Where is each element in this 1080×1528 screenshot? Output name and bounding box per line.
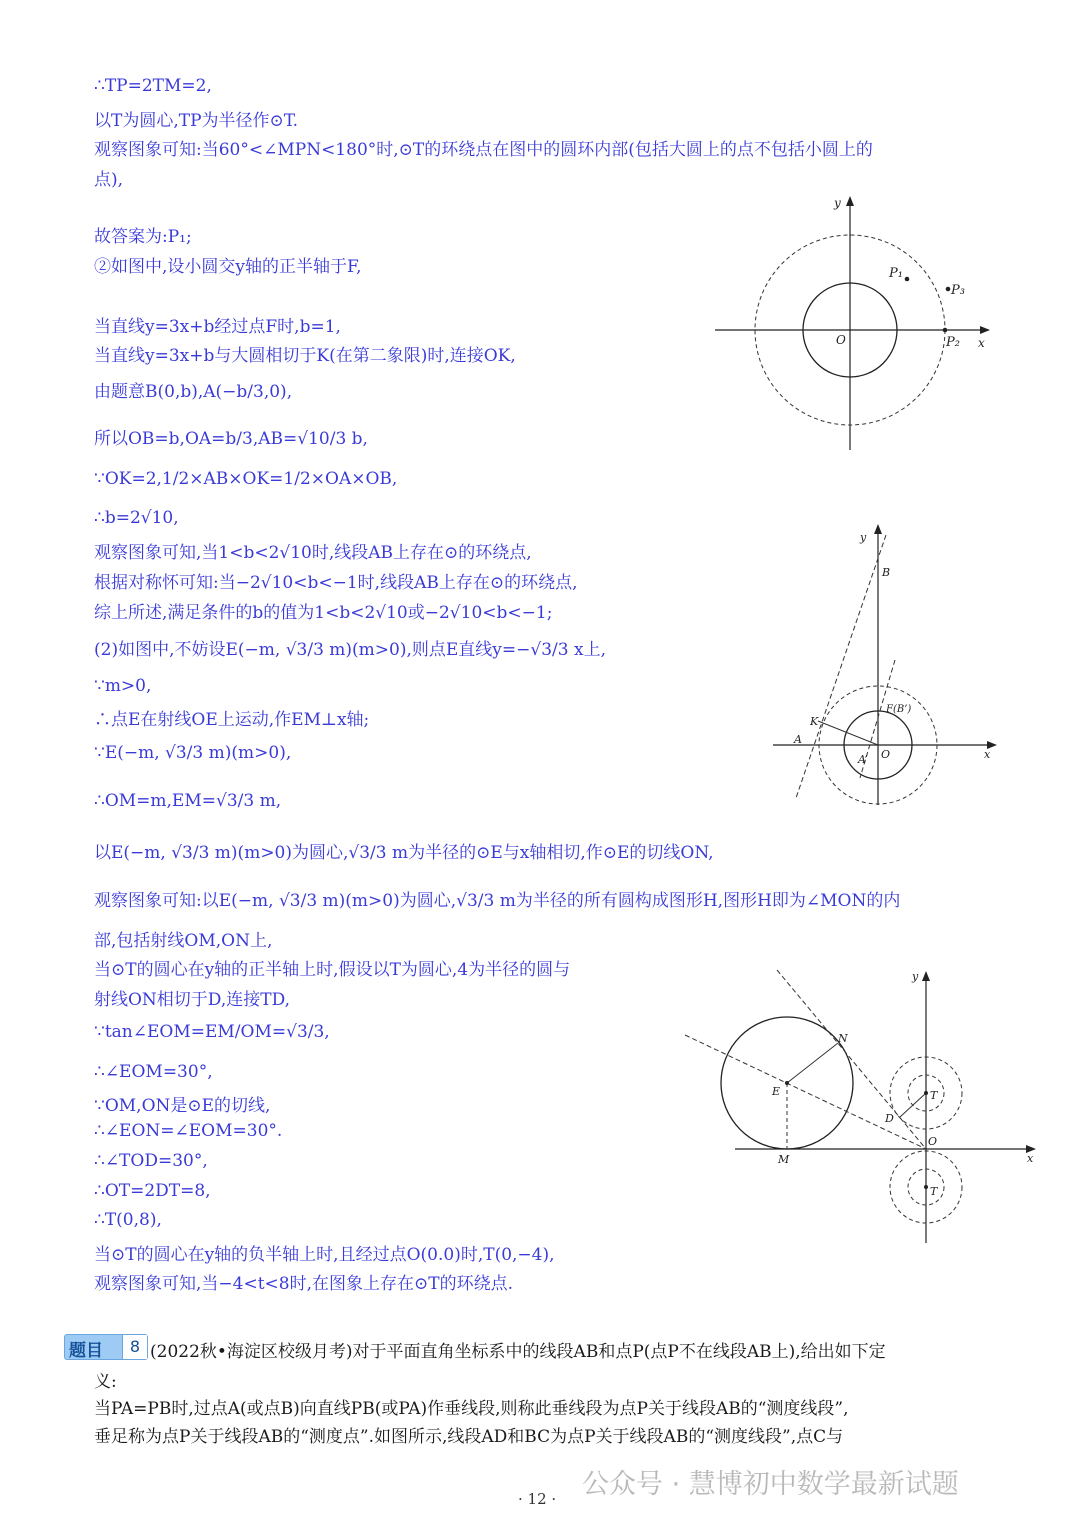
- solution-line: 综上所述,满足条件的b的值为1<b<2√10或−2√10<b<−1;: [94, 603, 553, 623]
- x-label: x: [1027, 1152, 1034, 1165]
- solution-line: 由题意B(0,b),A(−b/3,0),: [94, 382, 293, 402]
- b-label: B: [882, 566, 891, 579]
- solution-line: 观察图象可知:以E(−m, √3/3 m)(m>0)为圆心,√3/3 m为半径的所有圆构成图形H,图形H即为∠MON的内: [94, 891, 901, 911]
- solution-line: ∴点E在射线OE上运动,作EM⊥x轴;: [94, 710, 370, 730]
- x-label: x: [978, 336, 985, 350]
- point-e: [785, 1081, 789, 1085]
- p3-label: P₃: [951, 283, 965, 298]
- e-label: E: [772, 1085, 781, 1098]
- k-label: K: [810, 715, 819, 728]
- t-lower-label: T: [930, 1185, 938, 1198]
- watermark: 公众号 · 慧博初中数学最新试题: [582, 1469, 959, 1500]
- t-upper-label: T: [930, 1089, 938, 1102]
- problem-line: 垂足称为点P关于线段AB的“测度点”.如图所示,线段AD和BC为点P关于线段AB的“测度线段”,点C与: [94, 1427, 844, 1447]
- origin-label: O: [881, 748, 891, 761]
- solution-line: 故答案为:P₁;: [94, 227, 192, 247]
- y-axis-arrow-icon: [922, 971, 930, 981]
- solution-line: 射线ON相切于D,连接TD,: [94, 990, 291, 1010]
- page-number: · 12 ·: [518, 1490, 557, 1508]
- solution-line: 当⊙T的圆心在y轴的正半轴上时,假设以T为圆心,4为半径的圆与: [94, 960, 571, 980]
- solution-line: 当直线y=3x+b经过点F时,b=1,: [94, 317, 341, 337]
- solution-line: (2)如图中,不妨设E(−m, √3/3 m)(m>0),则点E直线y=−√3/3 x上,: [94, 640, 606, 660]
- n-label: N: [838, 1032, 848, 1045]
- origin-label: O: [836, 333, 846, 347]
- problem-line: 义:: [94, 1372, 117, 1392]
- solution-line: 观察图象可知,当1<b<2√10时,线段AB上存在⊙的环绕点,: [94, 543, 532, 563]
- solution-line: ∴b=2√10,: [94, 508, 179, 528]
- solution-line: 观察图象可知:当60°<∠MPN<180°时,⊙T的环绕点在图中的圆环内部(包括大圆上的点不包括小圆上的: [94, 140, 873, 160]
- solution-line: ∴∠EON=∠EOM=30°.: [94, 1121, 283, 1141]
- y-label: y: [834, 196, 841, 210]
- solution-line: ∴∠EOM=30°,: [94, 1062, 213, 1082]
- p2-label: P₂: [946, 335, 960, 350]
- solution-line: ∵tan∠EOM=EM/OM=√3/3,: [94, 1022, 330, 1042]
- solution-line: ∵OK=2,1/2×AB×OK=1/2×OA×OB,: [94, 469, 398, 489]
- solution-line: 当直线y=3x+b与大圆相切于K(在第二象限)时,连接OK,: [94, 346, 516, 366]
- segment-en: [787, 1043, 838, 1083]
- solution-line: 点),: [94, 170, 124, 190]
- figure-angle-region: [680, 965, 1040, 1250]
- solution-line: ∴TP=2TM=2,: [94, 76, 212, 96]
- segment-ok: [818, 721, 878, 745]
- solution-line: 根据对称怀可知:当−2√10<b<−1时,线段AB上存在⊙的环绕点,: [94, 573, 578, 593]
- tangent-line-ab: [796, 535, 886, 798]
- point-p2: [943, 328, 948, 333]
- point-p1: [905, 277, 910, 282]
- solution-line: ②如图中,设小圆交y轴的正半轴于F,: [94, 257, 362, 277]
- solution-line: ∴T(0,8),: [94, 1210, 162, 1230]
- p1-label: P₁: [889, 266, 903, 281]
- solution-line: ∴OM=m,EM=√3/3 m,: [94, 791, 282, 811]
- x-label: x: [984, 748, 991, 761]
- origin-label: O: [928, 1135, 938, 1148]
- a-label: A: [794, 733, 802, 746]
- y-axis-arrow-icon: [874, 524, 882, 534]
- solution-line: ∵m>0,: [94, 676, 152, 696]
- solution-line: 观察图象可知,当−4<t<8时,在图象上存在⊙T的环绕点.: [94, 1274, 513, 1294]
- ray-on: [777, 970, 926, 1149]
- y-label: y: [912, 970, 919, 983]
- solution-line: ∵OM,ON是⊙E的切线,: [94, 1096, 271, 1116]
- problem-line: 当PA=PB时,过点A(或点B)向直线PB(或PA)作垂线段,则称此垂线段为点P关于线段AB的“测度线段”,: [94, 1399, 849, 1419]
- m-label: M: [778, 1153, 790, 1166]
- d-label: D: [885, 1112, 894, 1125]
- y-label: y: [860, 531, 867, 544]
- point-p3: [946, 287, 951, 292]
- figure-circles-points: [710, 190, 1000, 455]
- x-axis-arrow-icon: [980, 326, 990, 334]
- solution-line: 当⊙T的圆心在y轴的负半轴上时,且经过点O(0.0)时,T(0,−4),: [94, 1245, 555, 1265]
- problem-line: (2022秋•海淀区校级月考)对于平面直角坐标系中的线段AB和点P(点P不在线段AB上),给出如下定: [150, 1342, 886, 1362]
- point-t-lower: [924, 1185, 928, 1189]
- figure-tangent-lines: [768, 520, 1008, 830]
- f-label: F(B’): [886, 704, 912, 715]
- solution-line: ∴OT=2DT=8,: [94, 1181, 211, 1201]
- solution-line: 以T为圆心,TP为半径作⊙T.: [94, 111, 299, 131]
- solution-line: 以E(−m, √3/3 m)(m>0)为圆心,√3/3 m为半径的⊙E与x轴相切,作⊙E的切线ON,: [94, 843, 714, 863]
- solution-line: ∵E(−m, √3/3 m)(m>0),: [94, 743, 292, 763]
- problem-tag: [64, 1334, 148, 1360]
- point-t-upper: [924, 1091, 928, 1095]
- problem-tag-title: 题目: [69, 1341, 103, 1361]
- y-axis-arrow-icon: [846, 196, 854, 206]
- problem-number: 8: [122, 1335, 147, 1359]
- a-prime-label: A’: [858, 753, 868, 766]
- solution-line: 所以OB=b,OA=b/3,AB=√10/3 b,: [94, 429, 368, 449]
- solution-line: ∴∠TOD=30°,: [94, 1151, 208, 1171]
- solution-line: 部,包括射线OM,ON上,: [94, 931, 273, 951]
